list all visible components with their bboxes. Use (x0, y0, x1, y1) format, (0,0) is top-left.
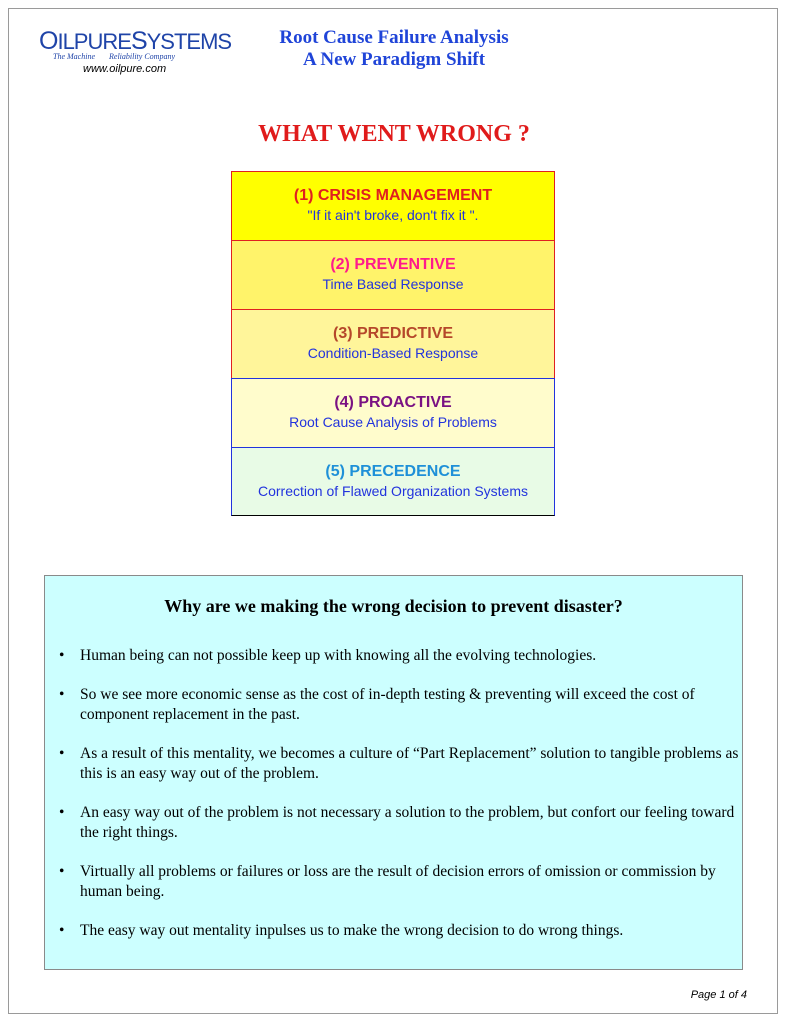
level-precedence (231, 447, 555, 516)
level-subtitle: "If it ain't broke, don't fix it ". (307, 207, 479, 223)
list-item: • So we see more economic sense as the cost of in-depth testing & preventing will exceed the cost of component replacement in the past. (59, 686, 695, 723)
maintenance-levels-table (231, 171, 555, 516)
level-subtitle: Correction of Flawed Organization Systems (258, 483, 528, 499)
company-logo (39, 27, 232, 83)
title-line-1: Root Cause Failure Analysis (279, 27, 509, 48)
list-item: • As a result of this mentality, we becomes a culture of “Part Replacement” solution to tangible problems as this is an easy way out of the problem. (59, 745, 739, 782)
level-title: (1) CRISIS MANAGEMENT (293, 187, 493, 204)
bullet-icon: • (59, 745, 65, 762)
info-title: Why are we making the wrong decision to prevent disaster? (164, 596, 623, 616)
level-preventive (231, 240, 555, 309)
level-title: (2) PREVENTIVE (330, 256, 456, 273)
logo-tagline: The Machine Reliability Company (53, 52, 175, 61)
title-line-2: A New Paradigm Shift (302, 49, 486, 70)
headline: WHAT WENT WRONG ? (258, 121, 530, 147)
logo-wordmark: OILPURESYSTEMS (39, 27, 232, 55)
bullet-icon: • (59, 922, 65, 939)
list-item: • The easy way out mentality inpulses us to make the wrong decision to do wrong things. (59, 922, 624, 939)
bullet-icon: • (59, 863, 65, 880)
level-title: (5) PRECEDENCE (325, 463, 461, 480)
logo-url: www.oilpure.com (83, 63, 167, 75)
document-title (239, 27, 549, 71)
level-subtitle: Time Based Response (322, 276, 464, 292)
bullet-icon: • (59, 804, 65, 821)
level-subtitle: Condition-Based Response (307, 345, 479, 361)
level-predictive (231, 309, 555, 378)
list-item: • Human being can not possible keep up with knowing all the evolving technologies. (59, 647, 597, 664)
info-box (44, 575, 743, 970)
level-proactive (231, 378, 555, 447)
bullet-icon: • (59, 686, 65, 703)
bullet-list (59, 646, 739, 960)
level-title: (3) PREDICTIVE (332, 325, 453, 342)
level-crisis-management (231, 171, 555, 240)
level-title: (4) PROACTIVE (334, 394, 452, 411)
page-number: Page 1 of 4 (690, 989, 747, 1001)
document-page (8, 8, 778, 1014)
list-item: • Virtually all problems or failures or loss are the result of decision errors of omission or commission by human being. (59, 863, 716, 900)
level-subtitle: Root Cause Analysis of Problems (289, 414, 497, 430)
list-item: • An easy way out of the problem is not necessary a solution to the problem, but confort our feeling toward the right things. (59, 804, 735, 841)
bullet-icon: • (59, 647, 65, 664)
